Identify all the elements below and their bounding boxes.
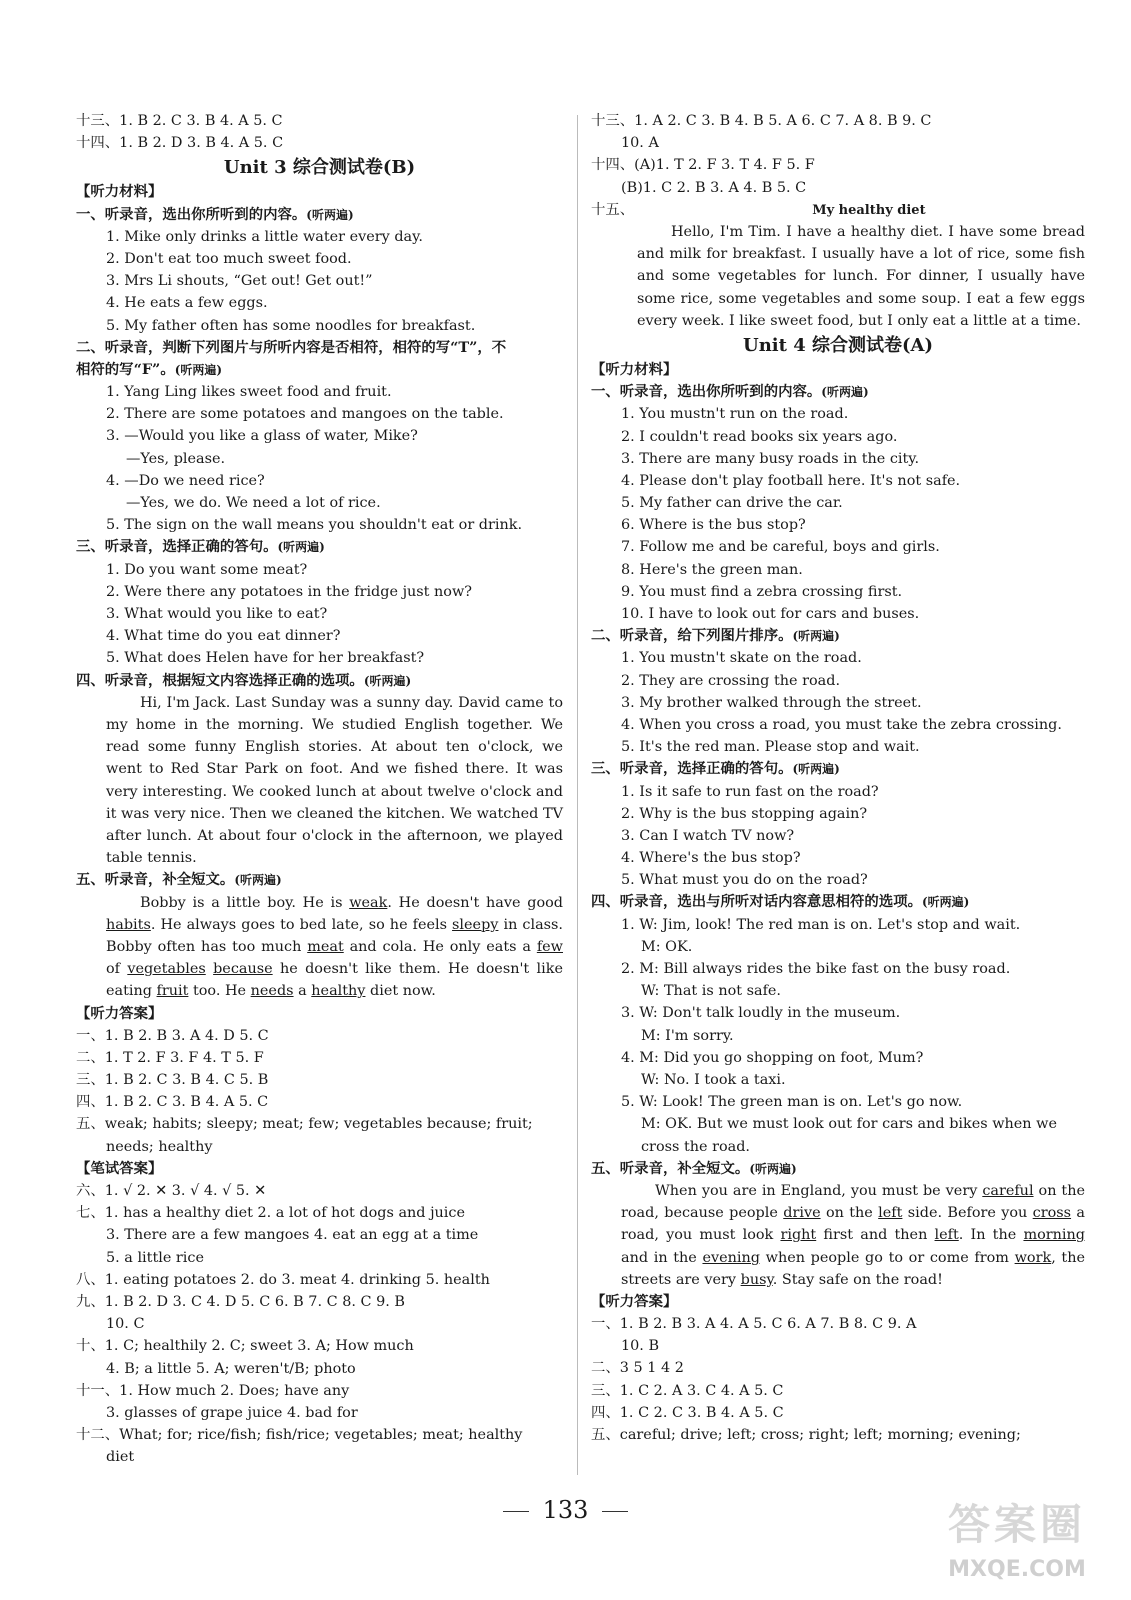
- answer-line: 七、1. has a healthy diet 2. a lot of hot dogs and juice: [76, 1205, 465, 1222]
- list-item: 1. Is it safe to run fast on the road?: [621, 783, 879, 800]
- watermark-url: MXQE.COM: [948, 1557, 1086, 1582]
- list-item: 1. Yang Ling likes sweet food and fruit.: [106, 384, 392, 401]
- answer-line: 二、1. T 2. F 3. F 4. T 5. F: [76, 1049, 264, 1066]
- answer-line: 四、1. B 2. C 3. B 4. A 5. C: [76, 1094, 269, 1111]
- answer-line: needs; healthy: [106, 1138, 213, 1155]
- answer-line: 三、1. B 2. C 3. B 4. C 5. B: [76, 1072, 269, 1089]
- answer-line: 六、1. √ 2. ✕ 3. √ 4. √ 5. ✕: [76, 1183, 267, 1200]
- dialogue-line: M: OK. But we must look out for cars and bikes when we: [641, 1116, 1057, 1133]
- answer-line: 3. There are a few mangoes 4. eat an egg at a time: [106, 1227, 479, 1244]
- list-item: 5. The sign on the wall means you shouldn't eat or drink.: [106, 517, 523, 534]
- written-answers-heading: 【笔试答案】: [76, 1159, 163, 1177]
- essay-paragraph: Hello, I'm Tim. I have a healthy diet. I have some bread and milk for breakfast. I usually have a lot of rice, some fish and some vegetables for lunch. For dinner, I usually have some rice, some vegetables and some soup. I eat a few eggs every week. I like sweet food, but I only eat a little at a time.: [637, 223, 1085, 329]
- list-item: 3. There are many busy roads in the city.: [621, 450, 920, 467]
- list-item: 2. Were there any potatoes in the fridge just now?: [106, 583, 473, 600]
- list-item: 7. Follow me and be careful, boys and girls.: [621, 539, 940, 556]
- filled-blank: habits: [106, 916, 151, 933]
- list-item: 6. Where is the bus stop?: [621, 517, 806, 534]
- answer-line-14: 十四、1. B 2. D 3. B 4. A 5. C: [76, 135, 284, 152]
- list-item: 2. Why is the bus stopping again?: [621, 805, 868, 822]
- filled-blank: sleepy: [452, 916, 499, 933]
- answer-line: 5. a little rice: [106, 1249, 204, 1266]
- answer-line: 十一、1. How much 2. Does; have any: [76, 1382, 350, 1399]
- section-heading-2-cont: 相符的写“F”。(听两遍): [76, 360, 223, 378]
- answer-line-14: 十四、(A)1. T 2. F 3. T 4. F 5. F: [591, 157, 815, 174]
- answer-line-13: 十三、1. A 2. C 3. B 4. B 5. A 6. C 7. A 8. B 9. C: [591, 113, 932, 129]
- filled-blank: cross: [1032, 1205, 1072, 1222]
- answer-line: 五、weak; habits; sleepy; meat; few; vegetables because; fruit;: [76, 1116, 533, 1133]
- section-heading-3: 三、听录音，选择正确的答句。(听两遍): [591, 760, 840, 778]
- answer-line: 九、1. B 2. D 3. C 4. D 5. C 6. B 7. C 8. C 9. B: [76, 1293, 405, 1310]
- answer-line: 4. B; a little 5. A; weren't/B; photo: [106, 1360, 356, 1377]
- section-heading-5: 五、听录音，补全短文。(听两遍): [76, 871, 282, 889]
- filled-blank: meat: [307, 938, 344, 955]
- list-item: 5. My father often has some noodles for breakfast.: [106, 317, 476, 334]
- watermark-logo: [933, 1490, 1101, 1586]
- list-item: —Yes, please.: [126, 450, 226, 467]
- answer-line: 一、1. B 2. B 3. A 4. A 5. C 6. A 7. B 8. C 9. A: [591, 1316, 917, 1333]
- list-item: 1. Mike only drinks a little water every day.: [106, 228, 423, 245]
- listening-answers-heading: 【听力答案】: [591, 1292, 678, 1310]
- list-item: 3. My brother walked through the street.: [621, 694, 922, 711]
- section-heading-4: 四、听录音，根据短文内容选择正确的选项。(听两遍): [76, 671, 412, 689]
- answer-line-15: 十五、 My healthy diet: [591, 199, 1085, 221]
- filled-blank: work: [1014, 1249, 1052, 1266]
- list-item: 5. What must you do on the road?: [621, 872, 868, 889]
- list-item: 5. What does Helen have for her breakfast?: [106, 650, 425, 667]
- list-item: 1. You mustn't run on the road.: [621, 406, 849, 423]
- right-column: [591, 110, 1085, 1446]
- answer-line: 八、1. eating potatoes 2. do 3. meat 4. drinking 5. health: [76, 1271, 490, 1288]
- filled-blank: few: [536, 938, 563, 955]
- answer-line: 一、1. B 2. B 3. A 4. D 5. C: [76, 1027, 269, 1044]
- section-heading-1: 一、听录音，选出你所听到的内容。(听两遍): [591, 383, 869, 401]
- filled-blank: fruit: [156, 983, 189, 1000]
- list-item: 9. You must find a zebra crossing first.: [621, 583, 903, 600]
- watermark-text: 答案圈: [947, 1500, 1086, 1549]
- dialogue-line: W: That is not safe.: [641, 983, 781, 1000]
- filled-blank: needs: [250, 983, 294, 1000]
- list-item: 3. Mrs Li shouts, “Get out! Get out!”: [106, 273, 373, 290]
- list-item: 1. Do you want some meat?: [106, 561, 308, 578]
- filled-blank: vegetables: [127, 961, 206, 978]
- answer-line: 二、3 5 1 4 2: [591, 1360, 684, 1377]
- filled-blank: weak: [349, 894, 388, 911]
- section-heading-1: 一、听录音，选出你所听到的内容。(听两遍): [76, 205, 354, 223]
- left-column: [76, 110, 563, 1468]
- list-item: 2. I couldn't read books six years ago.: [621, 428, 898, 445]
- list-item: 2. They are crossing the road.: [621, 672, 841, 689]
- dialogue-line: 3. W: Don't talk loudly in the museum.: [621, 1005, 901, 1022]
- dialogue-line: cross the road.: [641, 1138, 750, 1155]
- list-item: 4. He eats a few eggs.: [106, 295, 268, 312]
- dialogue-line: 4. M: Did you go shopping on foot, Mum?: [621, 1049, 924, 1066]
- filled-blank: careful: [982, 1182, 1034, 1199]
- listening-material-heading: 【听力材料】: [591, 360, 678, 378]
- filled-blank: busy: [740, 1271, 773, 1288]
- filled-blank: right: [780, 1227, 817, 1244]
- list-item: 2. There are some potatoes and mangoes on the table.: [106, 406, 504, 423]
- answer-line: 十二、What; for; rice/fish; fish/rice; vegetables; meat; healthy: [76, 1427, 523, 1444]
- filled-blank: drive: [783, 1205, 821, 1222]
- section-heading-2: 二、听录音，判断下列图片与所听内容是否相符，相符的写“T”，不: [76, 338, 507, 356]
- essay-title: My healthy diet: [812, 202, 926, 218]
- filled-blank: morning: [1023, 1227, 1085, 1244]
- listening-material-heading: 【听力材料】: [76, 183, 163, 201]
- list-item: 1. You mustn't skate on the road.: [621, 650, 862, 667]
- answer-line: 五、careful; drive; left; cross; right; left; morning; evening;: [591, 1427, 1021, 1444]
- page-number: 133: [0, 1496, 1131, 1524]
- unit4-title: Unit 4 综合测试卷(A): [743, 334, 933, 356]
- filled-blank: healthy: [311, 983, 366, 1000]
- dialogue-line: W: No. I took a taxi.: [641, 1071, 786, 1088]
- dialogue-line: M: I'm sorry.: [641, 1027, 734, 1044]
- dialogue-line: 1. W: Jim, look! The red man is on. Let's stop and wait.: [621, 916, 1021, 933]
- unit3-title: Unit 3 综合测试卷(B): [223, 157, 416, 179]
- answer-line: 10. B: [621, 1338, 660, 1355]
- section-heading-5: 五、听录音，补全短文。(听两遍): [591, 1159, 797, 1177]
- answer-line-13: 十三、1. B 2. C 3. B 4. A 5. C: [76, 113, 283, 129]
- section-heading-4: 四、听录音，选出与所听对话内容意思相符的选项。(听两遍): [591, 893, 970, 911]
- list-item: 4. What time do you eat dinner?: [106, 628, 341, 645]
- cloze-paragraph: Bobby is a little boy. He is weak. He doesn't have good habits. He always goes to bed late, so he feels sleepy in class. Bobby often has too much meat and cola. He only eats a few of vegetables because he doesn't like them. He doesn't like eating fruit too. He needs a healthy diet now.: [106, 894, 563, 1000]
- list-item: 8. Here's the green man.: [621, 561, 803, 578]
- list-item: 2. Don't eat too much sweet food.: [106, 250, 352, 267]
- list-item: 4. Please don't play football here. It's not safe.: [621, 472, 961, 489]
- answer-line: 十、1. C; healthily 2. C; sweet 3. A; How much: [76, 1338, 414, 1355]
- passage-paragraph: Hi, I'm Jack. Last Sunday was a sunny day. David came to my home in the morning. We studied English together. We read some funny English stories. At about ten o'clock, we went to Red Star Park on foot. And we fished there. It was very interesting. We cooked lunch at about twelve o'clock and it was very nice. Then we cleaned the kitchen. We watched TV after lunch. At about four o'clock in the afternoon, we played table tennis.: [106, 694, 563, 867]
- list-item: 5. It's the red man. Please stop and wait.: [621, 739, 920, 756]
- filled-blank: left: [878, 1205, 903, 1222]
- list-item: 4. When you cross a road, you must take the zebra crossing.: [621, 716, 1062, 733]
- filled-blank: because: [213, 961, 273, 978]
- list-item: —Yes, we do. We need a lot of rice.: [126, 495, 381, 511]
- column-divider: [577, 115, 578, 1475]
- list-item: 3. Can I watch TV now?: [621, 827, 795, 844]
- filled-blank: left: [934, 1227, 959, 1244]
- list-item: 4. Where's the bus stop?: [621, 850, 801, 867]
- answer-line: (B)1. C 2. B 3. A 4. B 5. C: [621, 179, 807, 196]
- list-item: 4. —Do we need rice?: [106, 472, 265, 489]
- dialogue-line: 5. W: Look! The green man is on. Let's go now.: [621, 1094, 963, 1111]
- answer-line: diet: [106, 1449, 135, 1466]
- answer-line: 10. A: [621, 135, 659, 152]
- section-heading-2: 二、听录音，给下列图片排序。(听两遍): [591, 627, 840, 645]
- answer-line: 10. C: [106, 1316, 145, 1333]
- cloze-paragraph: When you are in England, you must be very careful on the road, because people drive on the left side. Before you cross a road, you must look right first and then left. In the morning and in the evening when people go to or come from work, the streets are very busy. Stay safe on the road!: [621, 1182, 1086, 1288]
- answer-line: 3. glasses of grape juice 4. bad for: [106, 1404, 358, 1421]
- list-item: 5. My father can drive the car.: [621, 495, 843, 512]
- answer-line: 三、1. C 2. A 3. C 4. A 5. C: [591, 1382, 784, 1399]
- list-item: 10. I have to look out for cars and buses.: [621, 606, 920, 623]
- list-item: 3. —Would you like a glass of water, Mike?: [106, 428, 418, 445]
- list-item: 3. What would you like to eat?: [106, 605, 328, 622]
- dialogue-line: 2. M: Bill always rides the bike fast on the busy road.: [621, 961, 1011, 978]
- filled-blank: evening: [702, 1249, 760, 1266]
- answer-line: 四、1. C 2. C 3. B 4. A 5. C: [591, 1404, 784, 1421]
- section-heading-3: 三、听录音，选择正确的答句。(听两遍): [76, 538, 325, 556]
- listening-answers-heading: 【听力答案】: [76, 1004, 163, 1022]
- dialogue-line: M: OK.: [641, 938, 693, 955]
